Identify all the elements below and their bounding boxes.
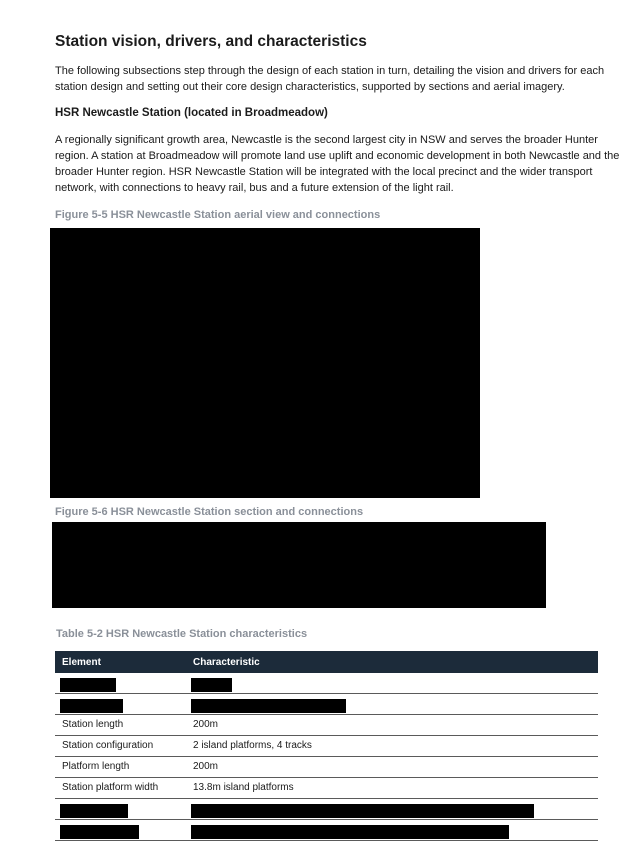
redacted-cell: [191, 804, 534, 818]
redacted-aerial-figure: [50, 228, 480, 498]
redacted-section-figure: [52, 522, 546, 608]
figure-caption-aerial: Figure 5-5 HSR Newcastle Station aerial view and connections: [55, 209, 381, 221]
cell-characteristic: 13.8m island platforms: [193, 782, 294, 793]
cell-element: Station length: [62, 719, 124, 730]
table-row: [55, 694, 598, 715]
body-paragraph: A regionally significant growth area, Newcastle is the second largest city in NSW and serves the broader Hunter region. A station at Broadmeadow will promote land use uplift and economic development in both Newcastle and the broader Hunter region. HSR Newcastle Station will be integrated with the local precinct and the wider transport network, with connections to heavy rail, bus and a future extension of the light rail.: [55, 134, 620, 194]
cell-element: Platform length: [62, 761, 130, 772]
table-row: [55, 820, 598, 841]
table-row: [55, 715, 598, 736]
table-header: [55, 651, 598, 673]
cell-characteristic: 2 island platforms, 4 tracks: [193, 740, 312, 751]
redacted-cell: [60, 699, 123, 713]
table-row: [55, 673, 598, 694]
redacted-cell: [60, 678, 116, 692]
redacted-cell: [191, 699, 346, 713]
table-row: [55, 757, 598, 778]
header-element: Element: [62, 657, 101, 668]
table-row: [55, 799, 598, 820]
cell-element: Station platform width: [62, 782, 159, 793]
cell-element: Station configuration: [62, 740, 154, 751]
figure-caption-section: Figure 5-6 HSR Newcastle Station section and connections: [55, 506, 364, 518]
intro-paragraph: The following subsections step through the design of each station in turn, detailing the vision and drivers for each station design and setting out their core design characteristics, supported by sections and aerial imagery.: [55, 65, 605, 93]
redacted-cell: [191, 678, 232, 692]
table-row: [55, 736, 598, 757]
table-row: [55, 778, 598, 799]
subsection-heading: HSR Newcastle Station (located in Broadmeadow): [55, 107, 328, 119]
characteristics-table: [55, 651, 598, 841]
cell-characteristic: 200m: [193, 761, 219, 772]
header-characteristic: Characteristic: [193, 657, 260, 668]
redacted-cell: [191, 825, 509, 839]
redacted-cell: [60, 825, 139, 839]
redacted-cell: [60, 804, 128, 818]
cell-characteristic: 200m: [193, 719, 219, 730]
section-heading: Station vision, drivers, and characteristics: [55, 33, 367, 50]
table-caption: Table 5-2 HSR Newcastle Station characteristics: [56, 628, 308, 640]
